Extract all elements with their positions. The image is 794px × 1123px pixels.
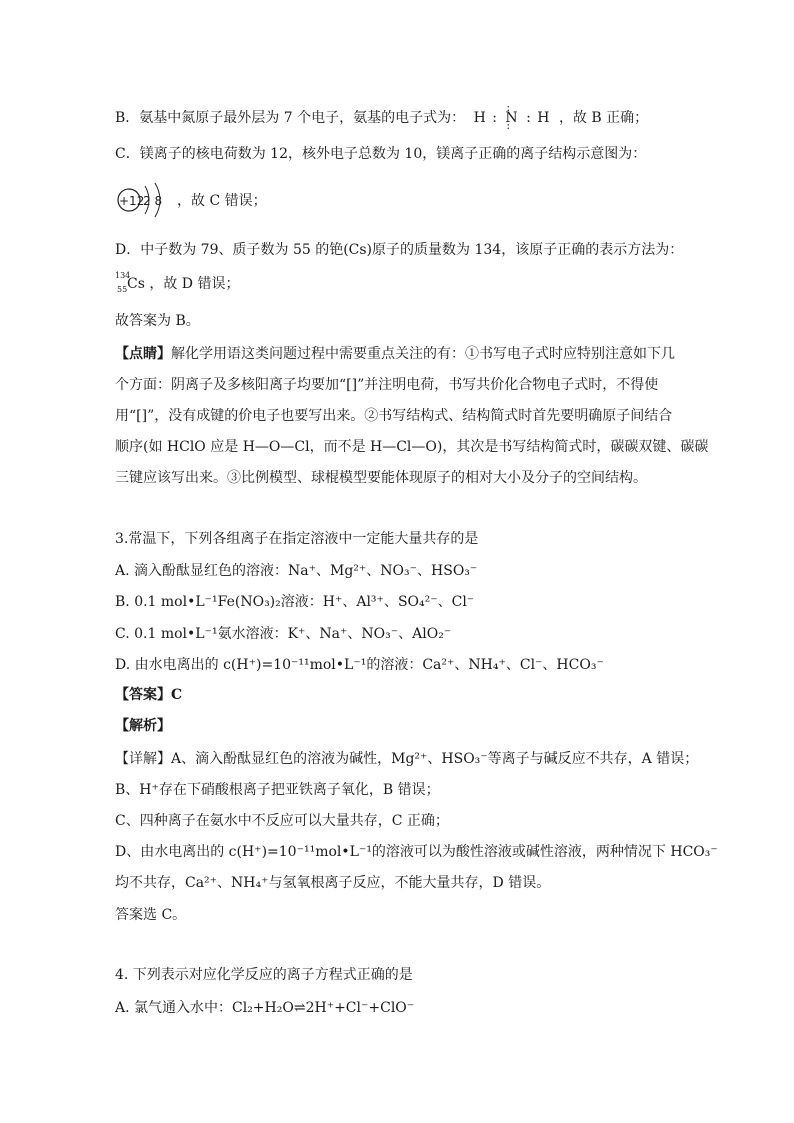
q3-option-d: D. 由水电离出的 c(H⁺)=10⁻¹¹mol•L⁻¹的溶液：Ca²⁺、NH₄⁺、Cl⁻、HCO₃⁻	[115, 657, 604, 673]
q3-option-b: B. 0.1 mol•L⁻¹Fe(NO₃)₂溶液：H⁺、Al³⁺、SO₄²⁻、Cl⁻	[115, 594, 475, 610]
cs-nuclide	[115, 271, 145, 294]
q3-option-a: A. 滴入酚酞显红色的溶液：Na⁺、Mg²⁺、NO₃⁻、HSO₃⁻	[115, 563, 478, 579]
formula-n: : N :	[503, 108, 520, 128]
atomic-number: 55	[117, 285, 128, 294]
formula-h-right: H	[537, 110, 551, 126]
nucleus-label: +12	[119, 194, 145, 208]
point-line-5: 三键应该写出来。③比例模型、球棍模型要能体现原子的相对大小及分子的空间结构。	[115, 470, 647, 486]
answer-b: 故答案为 B。	[115, 313, 200, 329]
q3-option-c: C. 0.1 mol•L⁻¹氨水溶液：K⁺、Na⁺、NO₃⁻、AlO₂⁻	[115, 626, 452, 642]
mass-number: 134	[115, 271, 131, 280]
q3-detail-d2: 均不共存，Ca²⁺、NH₄⁺与氢氧根离子反应，不能大量共存，D 错误。	[115, 875, 551, 891]
option-b-text: B．氨基中氮原子最外层为 7 个电子，氨基的电子式为：	[115, 110, 466, 126]
option-b-tail: ，故 B 正确；	[558, 110, 649, 126]
q3-detail-a: 【详解】A、滴入酚酞显红色的溶液为碱性，Mg²⁺、HSO₃⁻等离子与碱反应不共存，A 错误；	[115, 751, 699, 767]
option-d-line: D．中子数为 79、质子数为 55 的铯(Cs)原子的质量数为 134，该原子正确的表示方法为：	[115, 242, 684, 258]
q3-detail-d1: D、由水电离出的 c(H⁺)=10⁻¹¹mol•L⁻¹的溶液可以为酸性溶液或碱性溶液，两种情况下 HCO₃⁻	[115, 844, 718, 860]
option-c-tail: ，故 C 错误；	[177, 193, 267, 209]
q3-final: 答案选 C。	[115, 907, 187, 923]
point-label: 【点睛】	[115, 346, 171, 362]
point-line-2: 个方面：阴离子及多核阳离子均要加“[]”并注明电荷，书写共价化合物电子式时，不得使	[115, 377, 659, 393]
q3-detail-c: C、四种离子在氨水中不反应可以大量共存，C 正确；	[115, 813, 449, 829]
point-line-4: 顺序(如 HClO 应是 H—O—Cl，而不是 H—Cl—O)，其次是书写结构简式时，碳碳双键、碳碳	[115, 439, 709, 455]
q4-title: 4. 下列表示对应化学反应的离子方程式正确的是	[115, 967, 413, 983]
option-d-nuclide-line	[115, 271, 240, 294]
option-c-line: C．镁离子的核电荷数为 12，核外电子总数为 10，镁离子正确的离子结构示意图为：	[115, 146, 647, 162]
q3-answer: 【答案】C	[115, 687, 183, 703]
point-line-1	[115, 344, 675, 364]
option-d-tail: ，故 D 错误；	[149, 276, 240, 292]
point-text-1: 解化学用语这类问题过程中需要重点关注的有：①书写电子式时应特别注意如下几	[171, 346, 675, 362]
element-symbol: Cs	[127, 276, 145, 292]
shell-electrons: 2 8	[143, 194, 163, 208]
q3-detail-b: B、H⁺存在下硝酸根离子把亚铁离子氧化，B 错误；	[115, 782, 440, 798]
q3-title: 3.常温下，下列各组离子在指定溶液中一定能大量共存的是	[115, 531, 479, 547]
mg-ion-diagram	[115, 180, 175, 220]
point-line-3: 用“[]”，没有成键的价电子也要写出来。②书写结构式、结构简式时首先要明确原子间结合	[115, 408, 673, 424]
option-b-line	[115, 108, 648, 128]
electron-formula: H : : N : : H	[474, 108, 551, 128]
q4-option-a: A. 氯气通入水中：Cl₂+H₂O⇌2H⁺+Cl⁻+ClO⁻	[115, 1000, 415, 1016]
q3-analysis-label: 【解析】	[115, 718, 171, 734]
formula-h-left: H	[473, 110, 487, 126]
